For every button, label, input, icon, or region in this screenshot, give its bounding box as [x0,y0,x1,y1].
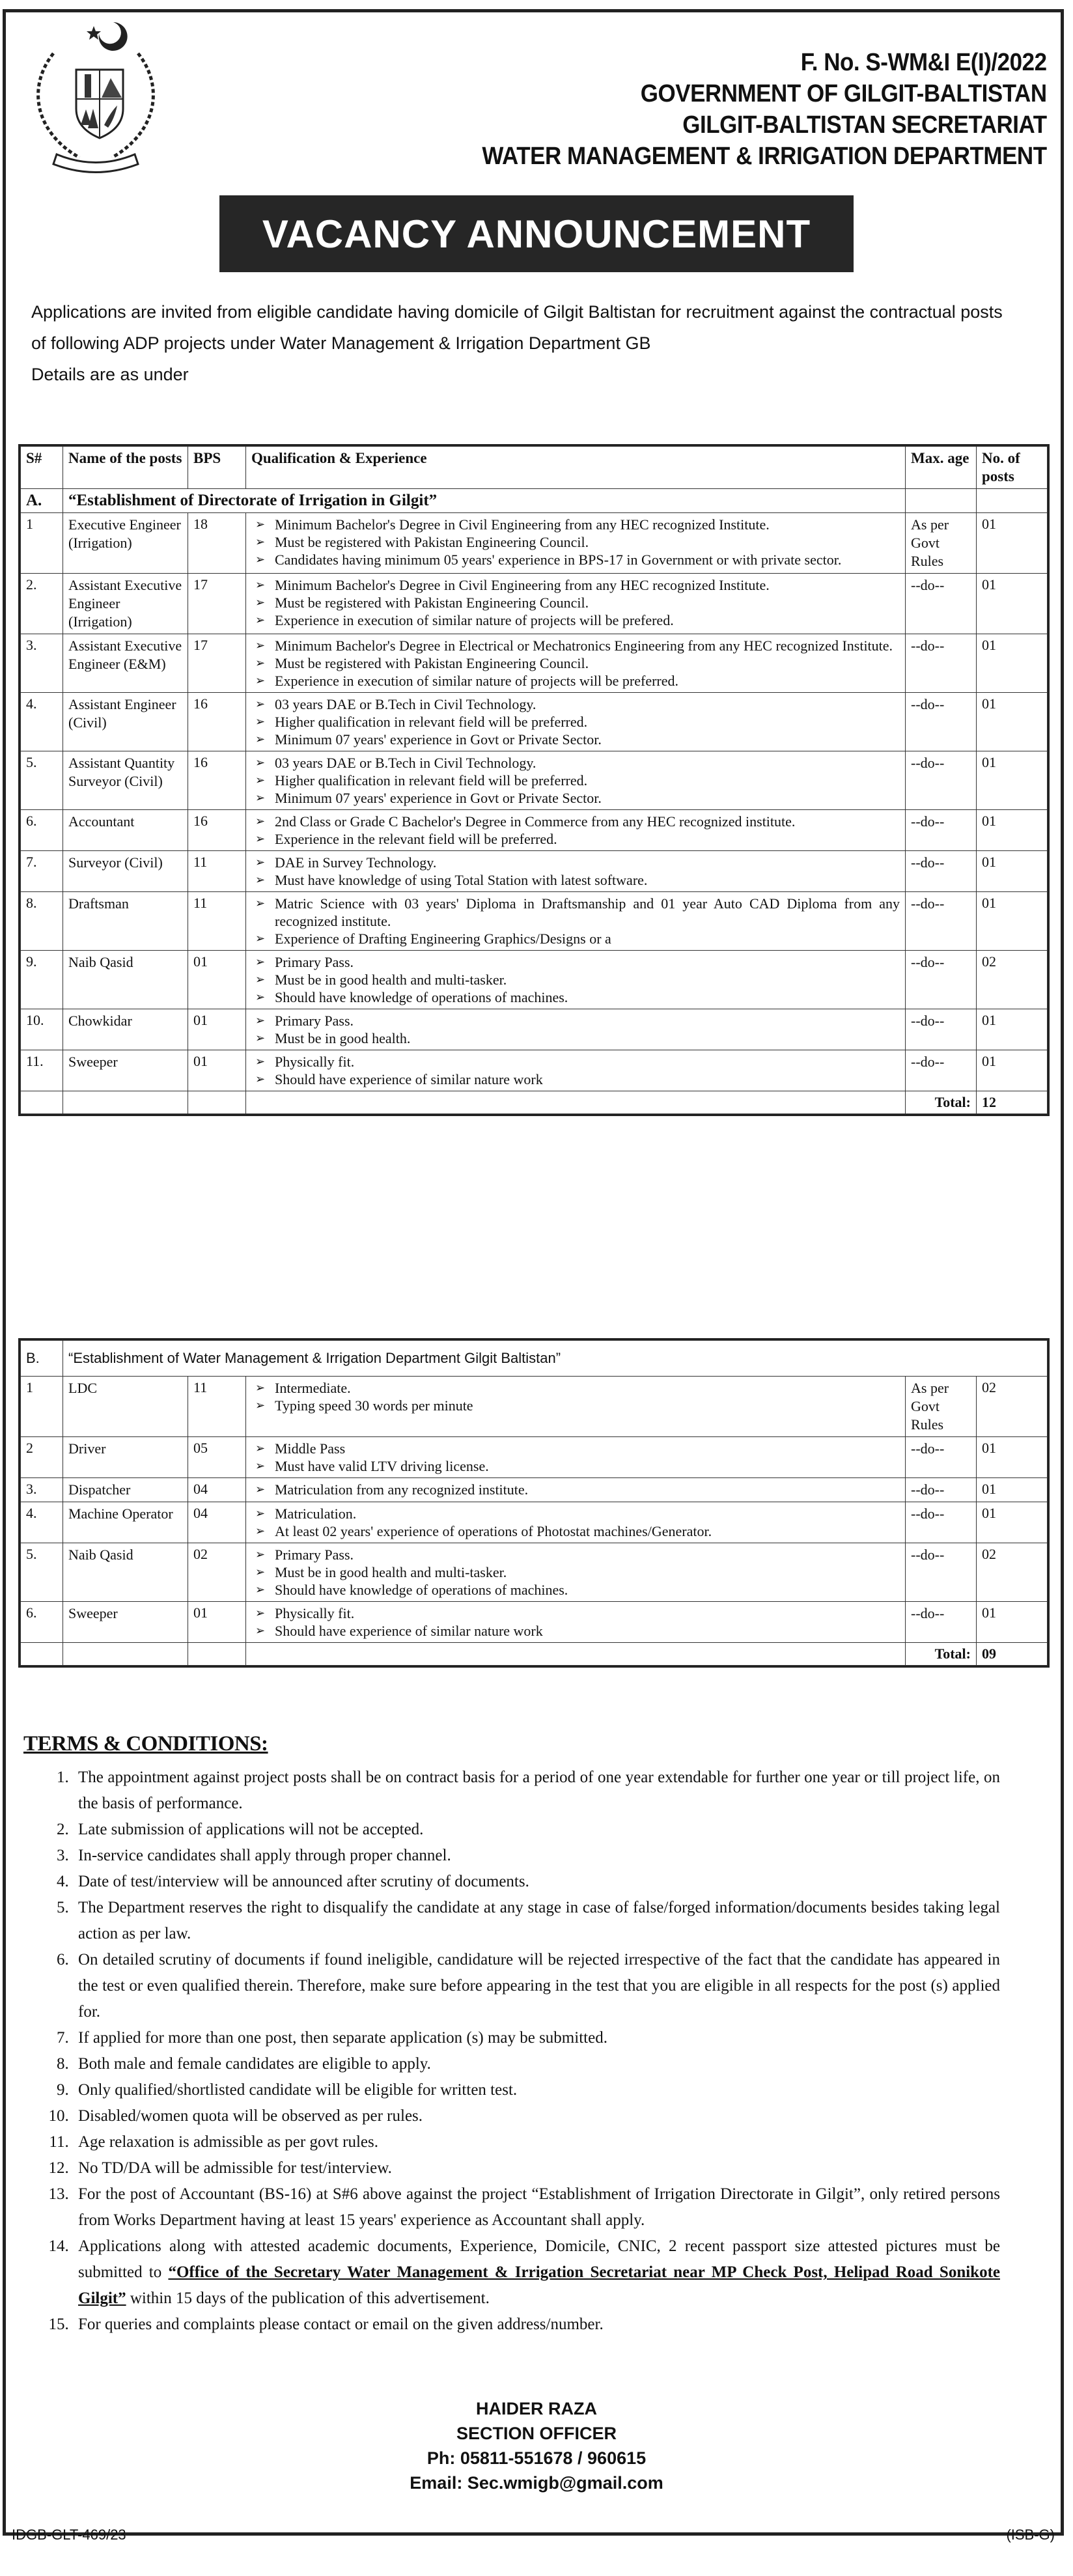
cell-qualification [246,513,906,574]
term-item: 1. The appointment against project posts shall be on contract basis for a period of one year extendable for further one year or till project life, on the basis of performance. [73,1765,1000,1817]
cell-post-name: Assistant Executive Engineer (E&M) [63,634,188,693]
cell-no-of-posts: 01 [977,1009,1048,1050]
cell-qualification [246,1009,906,1050]
term-item: 9. Only qualified/shortlisted candidate will be eligible for written test. [73,2077,1000,2103]
table-row [21,1502,1048,1543]
cell-max-age: --do-- [906,951,977,1009]
cell-bps: 18 [188,513,246,574]
col-post-name: Name of the posts [63,447,188,489]
cell-qualification [246,810,906,851]
cell-qualification [246,892,906,951]
cell-sn: 11. [21,1050,63,1091]
cell-qualification [246,693,906,751]
col-max-age: Max. age [906,447,977,489]
section-title: “Establishment of Water Management & Irrigation Department Gilgit Baltistan” [63,1341,1048,1377]
cell-bps: 01 [188,1602,246,1643]
cell-no-of-posts: 01 [977,1478,1048,1502]
cell-no-of-posts: 01 [977,634,1048,693]
cell-max-age: As per Govt Rules [906,513,977,574]
table-row [21,851,1048,892]
table-row [21,1009,1048,1050]
cell-bps: 04 [188,1478,246,1502]
signature-block [0,2396,1073,2495]
cell-bps: 11 [188,851,246,892]
qualification-item: ➢ Experience in the relevant field will be preferred. [251,830,900,848]
cell-bps: 17 [188,574,246,634]
cell-bps: 02 [188,1543,246,1602]
cell-qualification [246,1050,906,1091]
cell-no-of-posts: 01 [977,513,1048,574]
cell-max-age: --do-- [906,1602,977,1643]
col-no-of-posts: No. of posts [977,447,1048,489]
cell-no-of-posts: 01 [977,751,1048,810]
cell-max-age: --do-- [906,751,977,810]
cell-sn: 4. [21,1502,63,1543]
cell-post-name: Driver [63,1437,188,1478]
term-item: 10. Disabled/women quota will be observed as per rules. [73,2103,1000,2129]
qualification-item: ➢ Minimum 07 years' experience in Govt or Private Sector. [251,789,900,807]
cell-post-name: Assistant Quantity Surveyor (Civil) [63,751,188,810]
qualification-item: ➢ Middle Pass [251,1440,900,1457]
qualification-item: ➢ Must be in good health and multi-tasker. [251,971,900,988]
qualification-item: ➢ 03 years DAE or B.Tech in Civil Technology. [251,695,900,713]
section-title: “Establishment of Directorate of Irrigation in Gilgit” [63,489,906,513]
cell-bps: 16 [188,751,246,810]
qualification-item: ➢ Minimum 07 years' experience in Govt or Private Sector. [251,731,900,748]
table-row [21,574,1048,634]
cell-max-age: --do-- [906,634,977,693]
qualification-item: ➢ Experience of Drafting Engineering Graphics/Designs or a [251,930,900,947]
vacancy-banner: VACANCY ANNOUNCEMENT [219,195,854,272]
cell-qualification [246,1543,906,1602]
col-qualification: Qualification & Experience [246,447,906,489]
cell-post-name: Draftsman [63,892,188,951]
cell-sn: 2 [21,1437,63,1478]
cell-sn: 1 [21,513,63,574]
contact-email: Email: Sec.wmigb@gmail.com [410,2473,663,2493]
table-row [21,1478,1048,1502]
cell-no-of-posts: 01 [977,1050,1048,1091]
details-line: Details are as under [31,365,189,384]
table-row [21,892,1048,951]
term-item-submission [73,2233,1000,2312]
qualification-item: ➢ Primary Pass. [251,1546,900,1563]
cell-bps: 04 [188,1502,246,1543]
cell-bps: 11 [188,1377,246,1437]
cell-max-age: --do-- [906,1050,977,1091]
section-b-heading [21,1341,1048,1377]
qualification-item: ➢ Must have knowledge of using Total Station with latest software. [251,871,900,889]
term-item: 13. For the post of Accountant (BS-16) at S#6 above against the project “Establishment of Irrigation Directorate in Gilgit”, only retired persons from Works Department having at least 15 years' experience as Accountant shall apply. [73,2181,1000,2233]
qualification-item: ➢ Minimum Bachelor's Degree in Civil Engineering from any HEC recognized Institute. [251,516,900,533]
cell-bps: 16 [188,810,246,851]
qualification-item: ➢ Experience in execution of similar nature of projects will be preferred. [251,672,900,690]
terms-title: TERMS & CONDITIONS: [23,1732,268,1756]
term-item: 11. Age relaxation is admissible as per govt rules. [73,2129,1000,2155]
gilgit-baltistan-emblem-icon [21,14,171,177]
qualification-item: ➢ Physically fit. [251,1053,900,1071]
cell-qualification [246,574,906,634]
submission-address: “Office of the Secretary Water Management & Irrigation Secretariat near MP Check Post, Helipad Road Sonikote Gilgit” [78,2263,1000,2307]
qualification-item: ➢ 2nd Class or Grade C Bachelor's Degree in Commerce from any HEC recognized institute. [251,813,900,830]
qualification-item: ➢ Higher qualification in relevant field will be preferred. [251,713,900,731]
cell-post-name: Naib Qasid [63,1543,188,1602]
intro-paragraph: Applications are invited from eligible candidate having domicile of Gilgit Baltistan for recruitment against the contractual posts of following ADP projects under Water Management & Irrigation Department GB [31,302,1003,353]
qualification-item: ➢ 03 years DAE or B.Tech in Civil Technology. [251,754,900,772]
intro-text [31,296,1008,390]
cell-sn: 10. [21,1009,63,1050]
qualification-item: ➢ Matriculation from any recognized institute. [251,1481,900,1498]
qualification-item: ➢ Minimum Bachelor's Degree in Civil Engineering from any HEC recognized Institute. [251,576,900,594]
cell-qualification [246,634,906,693]
cell-sn: 6. [21,1602,63,1643]
table-row [21,810,1048,851]
secretariat-title: GILGIT-BALTISTAN SECRETARIAT [682,111,1047,139]
cell-qualification [246,1502,906,1543]
officer-name: HAIDER RAZA [476,2399,597,2418]
term-item: 15. For queries and complaints please contact or email on the given address/number. [73,2312,1000,2338]
cell-sn: 9. [21,951,63,1009]
qualification-item: ➢ Must be registered with Pakistan Engineering Council. [251,594,900,611]
cell-qualification [246,1437,906,1478]
qualification-item: ➢ Primary Pass. [251,953,900,971]
qualification-item: ➢ Must be registered with Pakistan Engineering Council. [251,654,900,672]
file-number: F. No. S-WM&I E(I)/2022 [801,49,1047,76]
col-bps: BPS [188,447,246,489]
qualification-item: ➢ Higher qualification in relevant field will be preferred. [251,772,900,789]
submission-deadline: within 15 days of the publication of this advertisement. [126,2289,490,2307]
cell-bps: 01 [188,951,246,1009]
terms-list [36,1765,1000,2338]
cell-max-age: --do-- [906,892,977,951]
cell-qualification [246,851,906,892]
cell-max-age: --do-- [906,1478,977,1502]
table-row [21,513,1048,574]
table-row [21,951,1048,1009]
qualification-item: ➢ Typing speed 30 words per minute [251,1397,900,1414]
qualification-item: ➢ Candidates having minimum 05 years' experience in BPS-17 in Government or with private sector. [251,551,900,568]
term-item: 2. Late submission of applications will not be accepted. [73,1817,1000,1843]
cell-no-of-posts: 01 [977,1602,1048,1643]
cell-no-of-posts: 02 [977,951,1048,1009]
term-item: 8. Both male and female candidates are eligible to apply. [73,2051,1000,2077]
term-item: 7. If applied for more than one post, then separate application (s) may be submitted. [73,2025,1000,2051]
contact-phone: Ph: 05811-551678 / 960615 [426,2448,647,2468]
cell-post-name: Sweeper [63,1602,188,1643]
qualification-item: ➢ Should have knowledge of operations of machines. [251,988,900,1006]
cell-qualification [246,1478,906,1502]
cell-sn: 3. [21,634,63,693]
government-title: GOVERNMENT OF GILGIT-BALTISTAN [641,80,1047,107]
table-row [21,693,1048,751]
submission-text: Applications along with attested academic documents, Experience, Domicile, CNIC, 2 recent passport size attested pictures must be submitted to [78,2237,1000,2281]
cell-post-name: LDC [63,1377,188,1437]
total-posts: 12 [977,1091,1048,1114]
cell-max-age: --do-- [906,1543,977,1602]
publication-code: (ISB-G) [1006,2527,1055,2543]
cell-post-name: Sweeper [63,1050,188,1091]
qualification-item: ➢ Must have valid LTV driving license. [251,1457,900,1475]
cell-sn: 2. [21,574,63,634]
cell-max-age: --do-- [906,574,977,634]
cell-bps: 01 [188,1009,246,1050]
section-label: B. [21,1341,63,1377]
cell-max-age: As per Govt Rules [906,1377,977,1437]
cell-bps: 16 [188,693,246,751]
total-label: Total: [906,1091,977,1114]
qualification-item: ➢ Matriculation. [251,1505,900,1522]
cell-post-name: Naib Qasid [63,951,188,1009]
qualification-item: ➢ Should have knowledge of operations of machines. [251,1581,900,1599]
cell-no-of-posts: 01 [977,851,1048,892]
cell-post-name: Assistant Engineer (Civil) [63,693,188,751]
cell-max-age: --do-- [906,693,977,751]
qualification-item: ➢ Minimum Bachelor's Degree in Electrical or Mechatronics Engineering from any HEC recognized Institute. [251,637,900,654]
table-row [21,634,1048,693]
section-a-heading [21,489,1048,513]
cell-max-age: --do-- [906,810,977,851]
table-row [21,1050,1048,1091]
table-header-row [21,447,1048,489]
cell-qualification [246,951,906,1009]
department-title: WATER MANAGEMENT & IRRIGATION DEPARTMENT [482,143,1047,170]
table-row [21,751,1048,810]
cell-no-of-posts: 01 [977,1502,1048,1543]
term-item: 3. In-service candidates shall apply through proper channel. [73,1843,1000,1869]
cell-bps: 05 [188,1437,246,1478]
table-row [21,1377,1048,1437]
term-item: 4. Date of test/interview will be announced after scrutiny of documents. [73,1869,1000,1895]
cell-no-of-posts: 01 [977,1437,1048,1478]
qualification-item: ➢ DAE in Survey Technology. [251,854,900,871]
cell-qualification [246,1602,906,1643]
cell-no-of-posts: 01 [977,892,1048,951]
cell-qualification [246,751,906,810]
cell-post-name: Executive Engineer (Irrigation) [63,513,188,574]
cell-bps: 01 [188,1050,246,1091]
cell-max-age: --do-- [906,1437,977,1478]
cell-sn: 3. [21,1478,63,1502]
officer-designation: SECTION OFFICER [456,2424,617,2443]
total-label: Total: [906,1643,977,1666]
cell-no-of-posts: 01 [977,810,1048,851]
cell-bps: 11 [188,892,246,951]
cell-post-name: Accountant [63,810,188,851]
qualification-item: ➢ Experience in execution of similar nature of projects will be prefered. [251,611,900,629]
cell-no-of-posts: 02 [977,1543,1048,1602]
vacancy-table-section-b [18,1338,1050,1668]
table-row [21,1437,1048,1478]
vacancy-table-section-a [18,444,1050,1116]
qualification-item: ➢ Should have experience of similar nature work [251,1071,900,1088]
col-sn: S# [21,447,63,489]
cell-qualification [246,1377,906,1437]
cell-sn: 5. [21,751,63,810]
cell-no-of-posts: 02 [977,1377,1048,1437]
department-header [433,47,1047,172]
cell-max-age: --do-- [906,851,977,892]
qualification-item: ➢ Intermediate. [251,1379,900,1397]
qualification-item: ➢ Must be registered with Pakistan Engineering Council. [251,533,900,551]
ad-reference-code: IDGB-GLT-469/23 [12,2527,126,2543]
term-item: 5. The Department reserves the right to disqualify the candidate at any stage in case of false/forged information/documents besides taking legal action as per law. [73,1895,1000,1947]
cell-max-age: --do-- [906,1009,977,1050]
term-item: 12. No TD/DA will be admissible for test/interview. [73,2155,1000,2181]
cell-sn: 1 [21,1377,63,1437]
qualification-item: ➢ Must be in good health and multi-tasker. [251,1563,900,1581]
total-row [21,1643,1048,1666]
cell-bps: 17 [188,634,246,693]
cell-post-name: Assistant Executive Engineer (Irrigation) [63,574,188,634]
qualification-item: ➢ Physically fit. [251,1604,900,1622]
table-row [21,1602,1048,1643]
cell-sn: 4. [21,693,63,751]
qualification-item: ➢ Must be in good health. [251,1029,900,1047]
term-item: 6. On detailed scrutiny of documents if found ineligible, candidature will be rejected irrespective of the fact that the candidate has appeared in the test or even qualified therein. Therefore, make sure before appearing in the test that you are eligible in all respects for the post (s) applied for. [73,1947,1000,2025]
total-row [21,1091,1048,1114]
cell-post-name: Surveyor (Civil) [63,851,188,892]
cell-max-age: --do-- [906,1502,977,1543]
cell-no-of-posts: 01 [977,693,1048,751]
qualification-item: ➢ Primary Pass. [251,1012,900,1029]
cell-sn: 6. [21,810,63,851]
cell-post-name: Chowkidar [63,1009,188,1050]
section-label: A. [21,489,63,513]
cell-post-name: Dispatcher [63,1478,188,1502]
qualification-item: ➢ Should have experience of similar nature work [251,1622,900,1640]
qualification-item: ➢ At least 02 years' experience of operations of Photostat machines/Generator. [251,1522,900,1540]
cell-no-of-posts: 01 [977,574,1048,634]
total-posts: 09 [977,1643,1048,1666]
table-row [21,1543,1048,1602]
cell-sn: 5. [21,1543,63,1602]
qualification-item: ➢ Matric Science with 03 years' Diploma in Draftsmanship and 01 year Auto CAD Diploma from any recognized institute. [251,895,900,930]
cell-sn: 7. [21,851,63,892]
cell-sn: 8. [21,892,63,951]
cell-post-name: Machine Operator [63,1502,188,1543]
